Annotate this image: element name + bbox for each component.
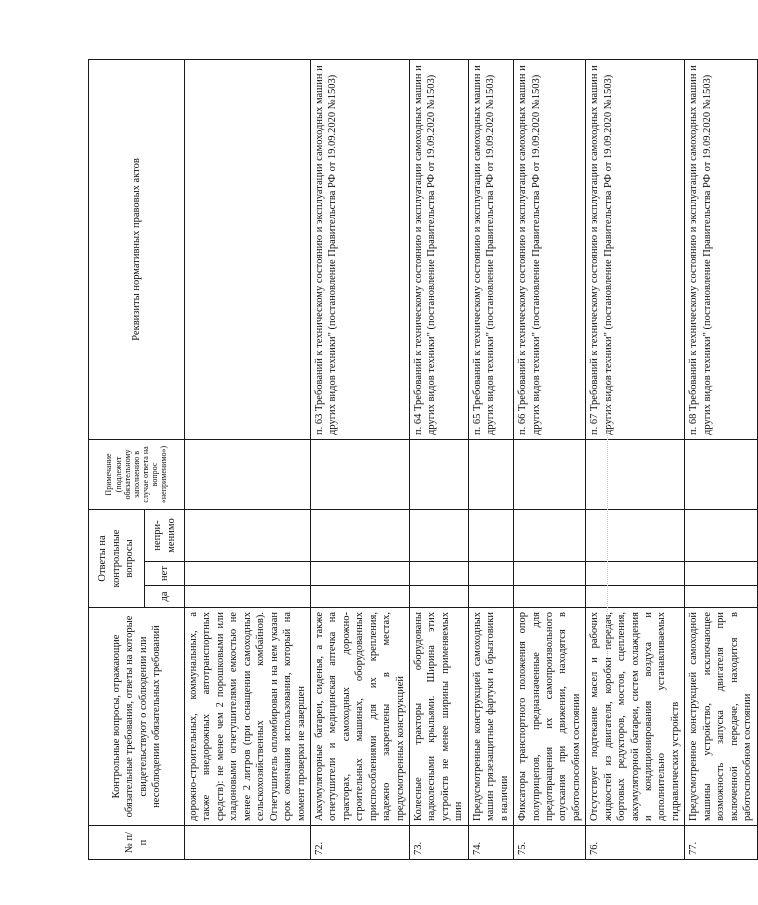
- answer-yes-cell[interactable]: [586, 586, 685, 608]
- table-row: [514, 59, 586, 859]
- answer-no-cell[interactable]: [514, 562, 586, 586]
- answer-yes-cell[interactable]: [310, 586, 409, 608]
- table-row: [310, 59, 409, 859]
- note-cell[interactable]: [586, 439, 685, 509]
- table-row: [185, 59, 311, 859]
- answer-yes-cell[interactable]: [185, 586, 311, 608]
- row-num: 72.: [310, 826, 409, 860]
- answer-no-cell[interactable]: [185, 562, 311, 586]
- header-no: нет: [145, 562, 185, 586]
- row-requisite: п. 68 Требований к техническому состоянию и эксплуатации самоходных машин и других видов техники" (постановление Правительства РФ от 19.09.2020 №1503): [685, 59, 757, 439]
- table-row: [468, 59, 513, 859]
- note-cell[interactable]: [410, 439, 469, 509]
- row-requisite: п. 64 Требований к техническому состоянию и эксплуатации самоходных машин и других видов техники" (постановление Правительства РФ от 19.09.2020 №1503): [410, 59, 469, 439]
- row-requisite: [185, 59, 311, 439]
- row-num: 77.: [685, 826, 757, 860]
- header-question: Контрольные вопросы, отражающие обязательные требования, ответы на которые свидетельствуют о соблюдении или несоблюдении обязательных требований: [89, 608, 185, 826]
- row-question: Колесные тракторы оборудованы надколесными крыльями. Ширина этих устройств не менее ширины применяемых шин: [410, 608, 469, 826]
- answer-na-cell[interactable]: [310, 509, 409, 561]
- row-question: дорожно-строительных, коммунальных, а также внедорожных автотранспортных средств): не менее чем 2 порошковыми или хладоновыми огнетушителями емкостью не менее 2 литров (при оснащении самоходных сельскохозяйственных комбайнов). Огнетушитель опломбирован и на нем указан срок окончания использования, который на момент проверки не завершен: [185, 608, 311, 826]
- row-num: 73.: [410, 826, 469, 860]
- row-num: 76.: [586, 826, 685, 860]
- row-requisite: п. 66 Требований к техническому состоянию и эксплуатации самоходных машин и других видов техники" (постановление Правительства РФ от 19.09.2020 №1503): [514, 59, 586, 439]
- table-row: [410, 59, 469, 859]
- table-row: [685, 59, 757, 859]
- answer-na-cell[interactable]: [514, 509, 586, 561]
- answer-na-cell[interactable]: [185, 509, 311, 561]
- row-question: Предусмотренное конструкцией самоходной машины устройство, исключающее возможность запуска двигателя при включенной передаче, находится в работоспособном состоянии: [685, 608, 757, 826]
- answer-yes-cell[interactable]: [514, 586, 586, 608]
- table-row: [586, 59, 685, 859]
- note-cell[interactable]: [185, 439, 311, 509]
- answer-no-cell[interactable]: [310, 562, 409, 586]
- row-question: Предусмотренные конструкцией самоходных машин грязезащитные фартуки и брызговики в наличии: [468, 608, 513, 826]
- row-num: 74.: [468, 826, 513, 860]
- rotated-page: [88, 60, 754, 860]
- note-cell[interactable]: [514, 439, 586, 509]
- row-question: Фиксаторы транспортного положения опор полуприцепов, предназначенные для предотвращения их самопроизвольного опускания при движении, находятся в работоспособном состоянии: [514, 608, 586, 826]
- answer-no-cell[interactable]: [468, 562, 513, 586]
- row-requisite: п. 63 Требований к техническому состоянию и эксплуатации самоходных машин и других видов техники" (постановление Правительства РФ от 19.09.2020 №1503): [310, 59, 409, 439]
- answer-na-cell[interactable]: [685, 509, 757, 561]
- answer-no-cell[interactable]: [410, 562, 469, 586]
- row-requisite: п. 67 Требований к техническому состоянию и эксплуатации самоходных машин и других видов техники" (постановление Правительства РФ от 19.09.2020 №1503): [586, 59, 685, 439]
- row-question: Отсутствует подтекание масел и рабочих жидкостей из двигателя, коробки передач, бортовых редукторов, мостов, сцепления, аккумуляторной батареи, систем охлаждения и кондиционирования воздуха и дополнительно устанавливаемых гидравлических устройств: [586, 608, 685, 826]
- header-na: непри-менимо: [145, 509, 185, 561]
- header-num: № п/п: [89, 826, 185, 860]
- scan-artifact-line: [607, 360, 609, 660]
- note-cell[interactable]: [685, 439, 757, 509]
- header-note: Примечание (подлежит обязательному заполнению в случае ответа на вопрос «неприменимо»): [89, 439, 185, 509]
- row-requisite: п. 65 Требований к техническому состоянию и эксплуатации самоходных машин и других видов техники" (постановление Правительства РФ от 19.09.2020 №1503): [468, 59, 513, 439]
- answer-na-cell[interactable]: [410, 509, 469, 561]
- answer-na-cell[interactable]: [586, 509, 685, 561]
- checklist-table: [88, 59, 758, 860]
- table-header: [89, 59, 185, 859]
- header-requisites: Реквизиты нормативных правовых актов: [89, 59, 185, 439]
- note-cell[interactable]: [468, 439, 513, 509]
- answer-no-cell[interactable]: [586, 562, 685, 586]
- row-num: [185, 826, 311, 860]
- answer-yes-cell[interactable]: [468, 586, 513, 608]
- row-num: 75.: [514, 826, 586, 860]
- row-question: Аккумуляторные батареи, сиденья, а также огнетушители и медицинская аптечка на тракторах, самоходных дорожно-строительных машинах, оборудованных приспособлениями для их крепления, надежно закреплены в местах, предусмотренных конструкцией: [310, 608, 409, 826]
- header-answers: Ответы на контрольные вопросы: [89, 509, 145, 607]
- note-cell[interactable]: [310, 439, 409, 509]
- answer-na-cell[interactable]: [468, 509, 513, 561]
- answer-yes-cell[interactable]: [685, 586, 757, 608]
- answer-yes-cell[interactable]: [410, 586, 469, 608]
- header-yes: да: [145, 586, 185, 608]
- answer-no-cell[interactable]: [685, 562, 757, 586]
